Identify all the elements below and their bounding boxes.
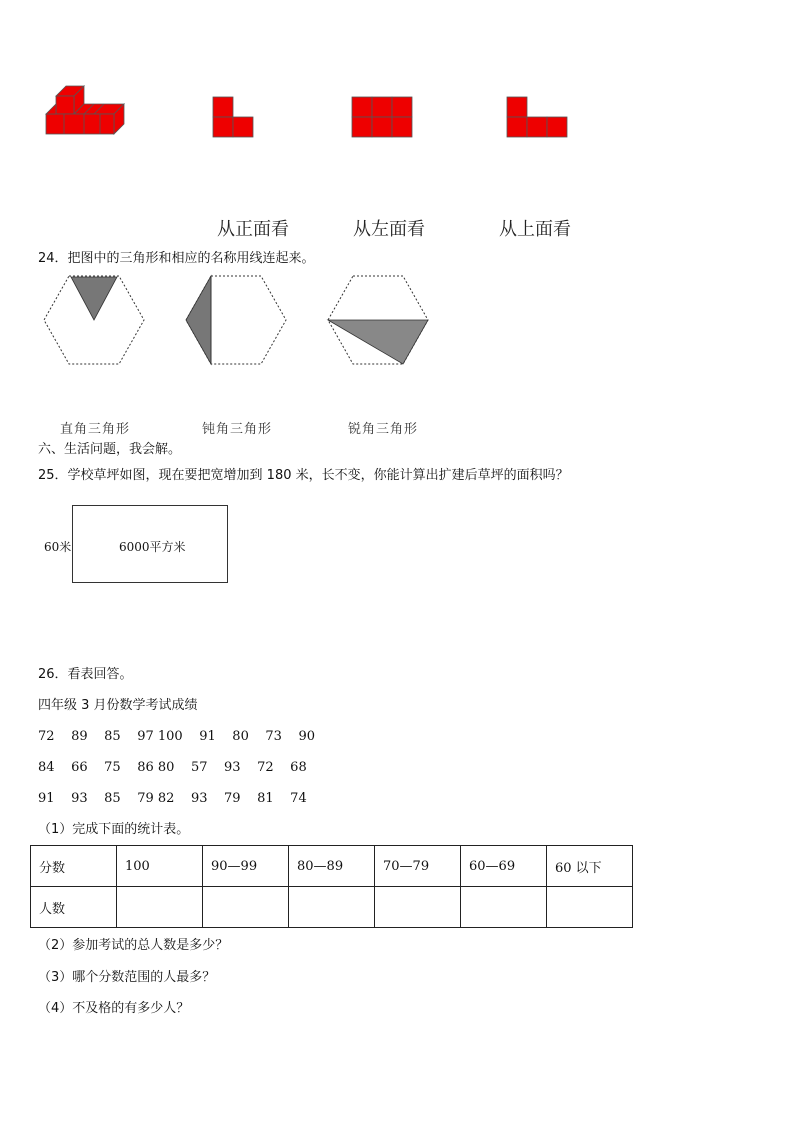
- table-cell: 分数: [31, 846, 117, 887]
- question-25-title: 25．学校草坪如图，现在要把宽增加到 180 米，长不变，你能计算出扩建后草坪的面积吗？: [38, 468, 569, 483]
- front-view-label: 从正面看: [217, 219, 289, 240]
- hexagon-figure-2: [182, 274, 290, 366]
- table-row: [31, 887, 633, 928]
- triangle-label-obtuse: 钝角三角形: [202, 422, 273, 437]
- score-row-3: 91 93 85 79 82 93 79 81 74: [38, 791, 307, 806]
- score-row-1: 72 89 85 97 100 91 80 73 90: [38, 729, 315, 744]
- sub-question-1: （1）完成下面的统计表。: [38, 822, 190, 837]
- answer-cell[interactable]: [117, 887, 203, 928]
- hexagon-figure-3: [324, 274, 432, 366]
- table-cell: 80—89: [289, 846, 375, 887]
- table-cell: 90—99: [203, 846, 289, 887]
- scores-title: 四年级 3 月份数学考试成绩: [38, 698, 198, 713]
- answer-cell[interactable]: [547, 887, 633, 928]
- answer-cell[interactable]: [375, 887, 461, 928]
- table-header-row: [31, 846, 633, 887]
- triangle-label-right: 直角三角形: [60, 422, 131, 437]
- left-view-figure: [351, 96, 415, 138]
- table-cell: 60—69: [461, 846, 547, 887]
- table-cell: 人数: [31, 887, 117, 928]
- triangle-label-acute: 锐角三角形: [348, 422, 419, 437]
- lawn-area-label: 6000平方米: [119, 540, 186, 554]
- lawn-width-label: 60米: [44, 540, 72, 554]
- answer-cell[interactable]: [289, 887, 375, 928]
- sub-question-4: （4）不及格的有多少人？: [38, 1001, 190, 1016]
- table-cell: 60 以下: [547, 846, 633, 887]
- question-26-title: 26．看表回答。: [38, 667, 133, 682]
- score-stats-table: [30, 845, 633, 928]
- sub-question-3: （3）哪个分数范围的人最多？: [38, 970, 216, 985]
- sub-question-2: （2）参加考试的总人数是多少？: [38, 938, 229, 953]
- score-row-2: 84 66 75 86 80 57 93 72 68: [38, 760, 307, 775]
- cube-solid-figure: [40, 80, 130, 148]
- left-view-label: 从左面看: [353, 219, 425, 240]
- question-24-title: 24．把图中的三角形和相应的名称用线连起来。: [38, 251, 315, 266]
- table-cell: 100: [117, 846, 203, 887]
- top-view-figure: [506, 96, 570, 138]
- front-view-figure: [212, 96, 256, 138]
- answer-cell[interactable]: [203, 887, 289, 928]
- top-view-label: 从上面看: [499, 219, 571, 240]
- answer-cell[interactable]: [461, 887, 547, 928]
- table-cell: 70—79: [375, 846, 461, 887]
- hexagon-figure-1: [40, 274, 148, 366]
- section-6-title: 六、生活问题，我会解。: [38, 442, 182, 457]
